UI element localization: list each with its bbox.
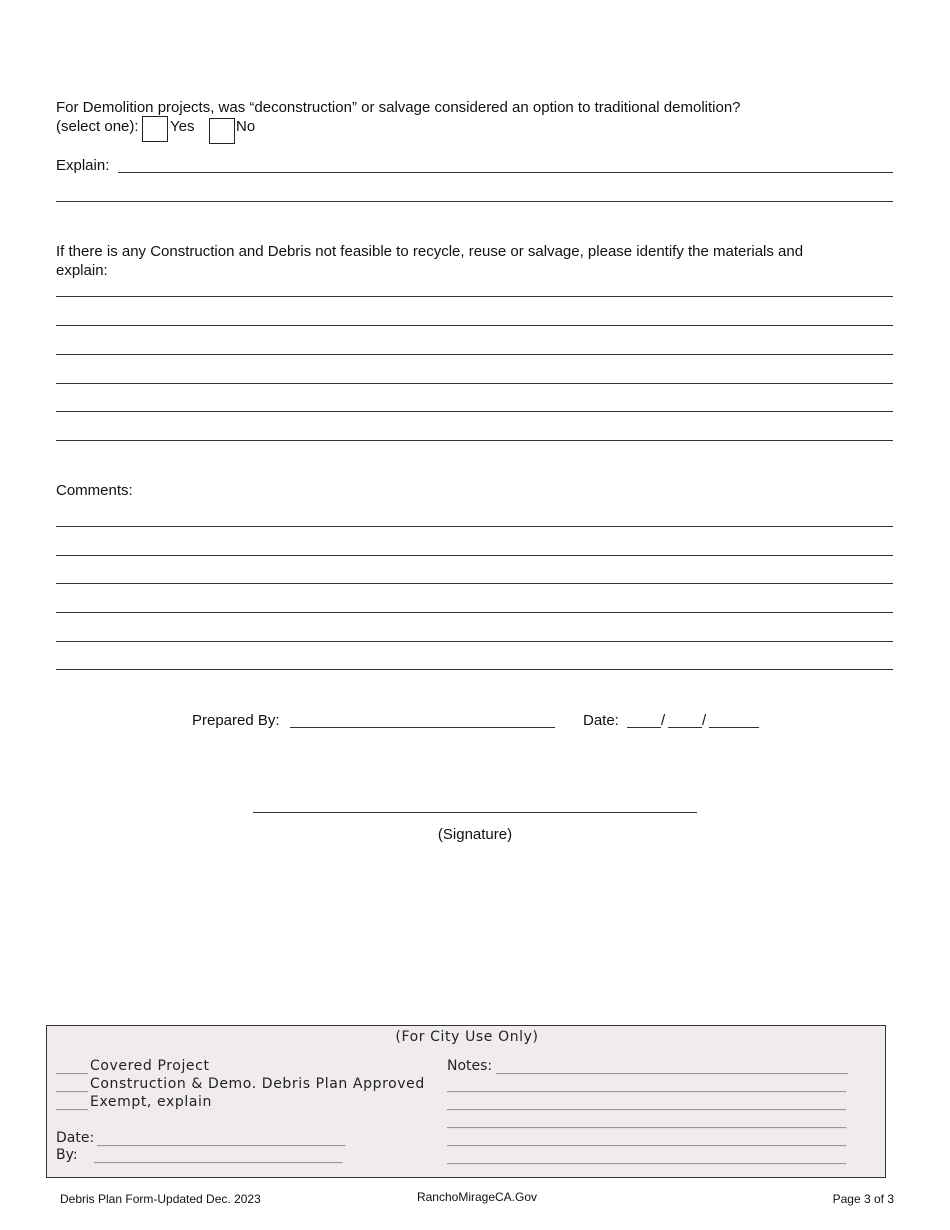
select-one-label: (select one): <box>56 118 139 135</box>
notes-blank[interactable]: ___________________________________________________ <box>447 1114 847 1129</box>
prepared-by-line[interactable] <box>290 727 555 728</box>
city-by-blank[interactable]: _______________________________ <box>94 1149 343 1164</box>
notes-label: Notes: <box>447 1058 493 1074</box>
city-by-label: By: <box>56 1147 78 1163</box>
demolition-question: For Demolition projects, was “deconstruction” or salvage considered an option to traditional demolition? <box>56 99 741 116</box>
no-label: No <box>236 118 256 135</box>
non-recyclable-question-cont: explain: <box>56 262 108 279</box>
explain-line[interactable] <box>118 172 893 173</box>
date-month-line[interactable] <box>627 727 661 728</box>
prepared-by-label: Prepared By: <box>192 712 280 729</box>
date-day-line[interactable] <box>668 727 702 728</box>
notes-blank[interactable]: ___________________________________________________ <box>447 1096 847 1111</box>
notes-blank[interactable]: ___________________________________________________ <box>447 1150 847 1165</box>
materials-line[interactable] <box>56 383 893 384</box>
materials-line[interactable] <box>56 296 893 297</box>
explain-label: Explain: <box>56 157 110 174</box>
comments-line[interactable] <box>56 526 893 527</box>
no-checkbox[interactable] <box>209 118 235 144</box>
notes-blank[interactable]: ___________________________________________________ <box>447 1078 847 1093</box>
notes-blank[interactable]: ___________________________________________________ <box>447 1132 847 1147</box>
city-date-blank[interactable]: _______________________________ <box>97 1132 346 1147</box>
checklist-blank[interactable]: ____ <box>56 1060 89 1075</box>
checklist-blank[interactable]: ____ <box>56 1078 89 1093</box>
materials-line[interactable] <box>56 411 893 412</box>
signature-label: (Signature) <box>437 826 513 843</box>
plan-approved-item: Construction & Demo. Debris Plan Approved <box>90 1076 425 1092</box>
signature-line[interactable] <box>253 812 697 813</box>
explain-line[interactable] <box>56 201 893 202</box>
footer-website: RanchoMirageCA.Gov <box>416 1190 538 1204</box>
city-use-title: (For City Use Only) <box>395 1029 539 1045</box>
city-date-label: Date: <box>56 1130 95 1146</box>
yes-checkbox[interactable] <box>142 116 168 142</box>
covered-project-item: Covered Project <box>90 1058 210 1074</box>
yes-label: Yes <box>170 118 195 135</box>
materials-line[interactable] <box>56 354 893 355</box>
date-year-line[interactable] <box>709 727 759 728</box>
comments-line[interactable] <box>56 555 893 556</box>
materials-line[interactable] <box>56 325 893 326</box>
checklist-blank[interactable]: ____ <box>56 1096 89 1111</box>
footer-form-version: Debris Plan Form-Updated Dec. 2023 <box>60 1192 261 1206</box>
non-recyclable-question: If there is any Construction and Debris not feasible to recycle, reuse or salvage, please identify the materials and <box>56 243 804 260</box>
exempt-item: Exempt, explain <box>90 1094 212 1110</box>
materials-line[interactable] <box>56 440 893 441</box>
date-slash: / <box>661 712 666 729</box>
notes-blank[interactable]: _____________________________________________ <box>496 1060 849 1075</box>
comments-line[interactable] <box>56 669 893 670</box>
footer-page-number: Page 3 of 3 <box>832 1192 894 1206</box>
city-use-box <box>46 1025 886 1178</box>
comments-line[interactable] <box>56 641 893 642</box>
date-slash: / <box>702 712 707 729</box>
comments-line[interactable] <box>56 583 893 584</box>
date-label: Date: <box>583 712 619 729</box>
comments-label: Comments: <box>56 482 133 499</box>
comments-line[interactable] <box>56 612 893 613</box>
